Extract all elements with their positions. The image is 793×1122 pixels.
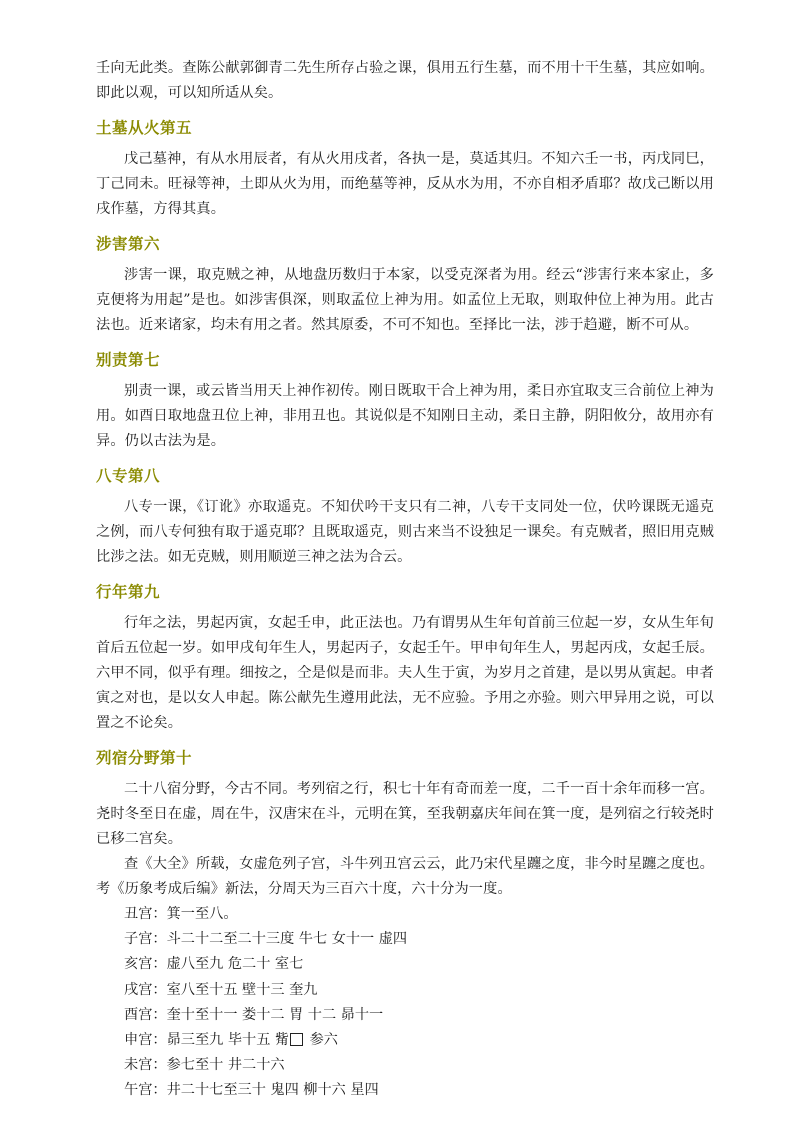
section-heading-6: 涉害第六: [96, 235, 161, 253]
section-5-paragraph: 戊己墓神，有从水用辰者，有从火用戌者，各执一是，莫适其归。不知六壬一书，丙戊同巳，丁己同未。旺禄等神，土即从火为用，而绝墓等神，反从水为用，不亦自相矛盾耶？故戊己断以用戌作墓，方得其真。: [96, 151, 714, 217]
palace-line-zi: 子宫：斗二十二至二十三度 牛七 女十一 虚四: [124, 931, 408, 948]
palace-line-xu: 戌宫：室八至十五 壁十三 奎九: [124, 981, 318, 998]
section-8-paragraph: 八专一课，《订讹》亦取遥克。不知伏吟干支只有二神，八专干支同处一位，伏吟课既无遥克之例，而八专何独有取于遥克耶？且既取遥克，则古来当不设独足一课矣。有克贼者，照旧用克贼比涉之法。如无克贼，则用顺逆三神之法为合云。: [96, 499, 714, 565]
document-page: [96, 56, 714, 1104]
section-heading-10: 列宿分野第十: [96, 749, 193, 767]
section-heading-7: 别责第七: [96, 351, 161, 369]
palace-line-chou: 丑宫：箕一至八。: [124, 906, 238, 922]
section-7-paragraph: 别责一课，或云皆当用天上神作初传。刚日既取干合上神为用，柔日亦宜取支三合前位上神为用。如酉日取地盘丑位上神，非用丑也。其说似是不知刚日主动，柔日主静，阴阳攸分，故用亦有异。仍以古法为是。: [96, 383, 714, 449]
section-6-paragraph: 涉害一课，取克贼之神，从地盘历数归于本家，以受克深者为用。经云“涉害行来本家止，多克便将为用起”是也。如涉害俱深，则取孟位上神为用。如孟位上无取，则取仲位上神为用。此古法也。近来诸家，均未有用之者。然其原委，不可不知也。至择比一法，涉于趋避，断不可从。: [96, 267, 714, 333]
intro-paragraph: 壬向无此类。查陈公献郭御青二先生所存占验之课，俱用五行生墓，而不用十干生墓，其应如响。即此以观，可以知所适从矣。: [96, 60, 714, 101]
palace-line-shen: [96, 1028, 714, 1053]
palace-line-hai: 亥宫：虚八至九 危二十 室七: [124, 956, 304, 973]
section-heading-9: 行年第九: [96, 583, 161, 601]
palace-line-wei: 未宫：参七至十 井二十六: [124, 1057, 285, 1074]
palace-line-you: 酉宫：奎十至十一 娄十二 胃 十二 昴十一: [124, 1006, 384, 1023]
section-heading-5: 土墓从火第五: [96, 119, 193, 137]
section-heading-8: 八专第八: [96, 467, 161, 485]
section-10-paragraph-2: 查《大全》所载，女虚危列子宫，斗牛列丑宫云云，此乃宋代星躔之度，非今时星躔之度也。考《历象考成后编》新法，分周天为三百六十度，六十分为一度。: [96, 856, 714, 897]
palace-line-wu: 午宫：井二十七至三十 鬼四 柳十六 星四: [124, 1082, 379, 1099]
palace-list: [96, 902, 714, 1104]
palace-line-shen-tail: 参六: [305, 1032, 338, 1049]
palace-line-shen-text: 申宫：昴三至九 毕十五 觜: [124, 1032, 290, 1049]
section-10-paragraph-1: 二十八宿分野，今古不同。考列宿之行，积七十年有奇而差一度，二千一百十余年而移一宫。尧时冬至日在虚，周在牛，汉唐宋在斗，元明在箕，至我朝嘉庆年间在箕一度，是列宿之行较尧时已移二宫矣。: [96, 781, 714, 847]
missing-glyph-box-icon: [290, 1033, 303, 1046]
section-9-paragraph: 行年之法，男起丙寅，女起壬申，此正法也。乃有谓男从生年旬首前三位起一岁，女从生年旬首后五位起一岁。如甲戌旬年生人，男起丙子，女起壬午。甲申旬年生人，男起丙戌，女起壬辰。六甲不同，似乎有理。细按之，仝是似是而非。夫人生于寅，为岁月之首建，是以男从寅起。申者寅之对也，是以女人申起。陈公献先生遵用此法，无不应验。予用之亦验。则六甲异用之说，可以置之不论矣。: [96, 615, 714, 731]
